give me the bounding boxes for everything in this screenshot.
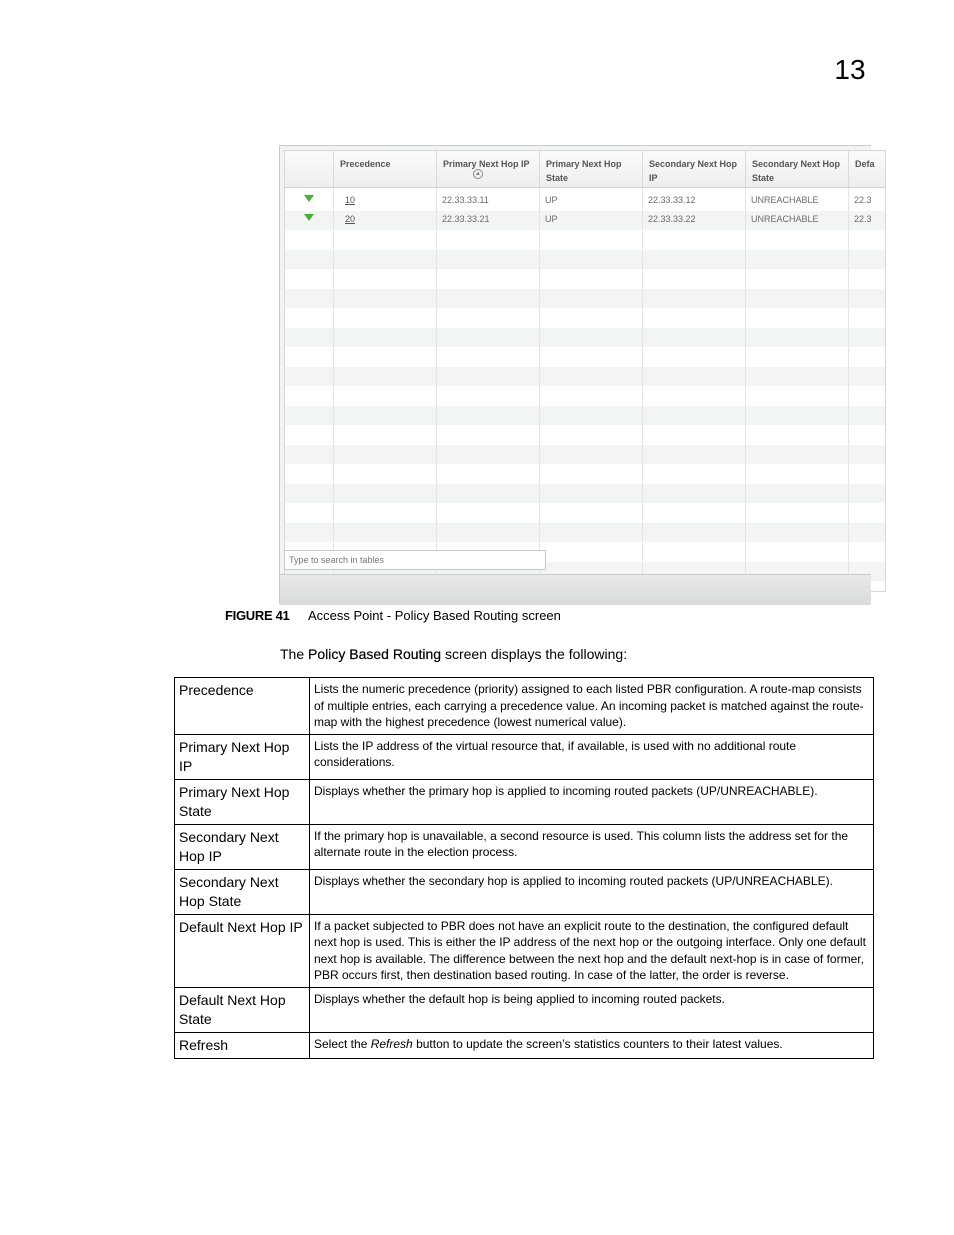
definition-cell	[310, 1032, 874, 1058]
primary-ip-cell: 22.33.33.21	[442, 214, 490, 224]
definition-cell: Lists the numeric precedence (priority) assigned to each listed PBR configuration. A route-map consists of multiple entries, each carrying a precedence value. An incoming packet is matched against the route-map with the highest precedence (lowest numerical value).	[310, 678, 874, 735]
column-label: Defa	[855, 159, 875, 169]
table-row	[175, 869, 874, 914]
term-cell: Primary Next Hop IP	[175, 734, 310, 779]
primary-ip-cell: 22.33.33.11	[442, 195, 489, 205]
intro-suffix: screen displays the following:	[441, 646, 628, 662]
default-ip-cell: 22.3	[854, 214, 872, 224]
column-label: Secondary Next Hop State	[752, 159, 841, 183]
table-row	[175, 734, 874, 779]
precedence-link[interactable]: 10	[345, 195, 356, 205]
precedence-link[interactable]: 20	[345, 214, 356, 224]
row-band	[285, 230, 885, 249]
definition-cell: Displays whether the primary hop is applied to incoming routed packets (UP/UNREACHABLE).	[310, 779, 874, 824]
row-band	[285, 406, 885, 425]
table-header	[285, 151, 885, 188]
term-cell: Refresh	[175, 1032, 310, 1058]
definition-cell: If a packet subjected to PBR does not have an explicit route to the destination, the configured default next hop is used. This is either the IP address of the next hop or the outgoing interface. Only one default next hop is available. The difference between the next hop and the default next-hop is in case of former, PBR occurs first, then destination based routing. In case of the latter, the order is reverse.	[310, 914, 874, 987]
sort-icon[interactable]: ▲	[473, 169, 483, 179]
row-band	[285, 386, 885, 405]
intro-screen-name: Policy Based Routing	[308, 646, 442, 662]
row-band	[285, 289, 885, 308]
figure-title: Access Point - Policy Based Routing screen	[308, 608, 561, 623]
intro-text	[280, 646, 627, 662]
primary-state-cell: UP	[545, 214, 558, 224]
row-band	[285, 367, 885, 386]
row-band	[285, 425, 885, 444]
definition-cell: Displays whether the secondary hop is applied to incoming routed packets (UP/UNREACHABLE).	[310, 869, 874, 914]
definition-cell: If the primary hop is unavailable, a second resource is used. This column lists the address set for the alternate route in the election process.	[310, 824, 874, 869]
row-band	[285, 250, 885, 269]
table-row	[175, 779, 874, 824]
column-label: Secondary Next Hop IP	[649, 159, 738, 183]
pbr-table	[284, 150, 886, 592]
primary-state-cell: UP	[545, 195, 558, 205]
table-row	[175, 987, 874, 1032]
column-header-default-ip[interactable]	[848, 151, 908, 187]
green-down-arrow-icon	[304, 214, 314, 221]
column-label: Primary Next Hop State	[546, 159, 622, 183]
figure-label: FIGURE 41	[225, 608, 290, 623]
table-row	[175, 914, 874, 987]
row-band	[285, 503, 885, 522]
row-band	[285, 328, 885, 347]
term-cell: Secondary Next Hop IP	[175, 824, 310, 869]
definition-text: button to update the screen’s statistics counters to their latest values.	[412, 1036, 783, 1051]
column-header-primary-ip[interactable]	[436, 151, 539, 187]
column-label: Primary Next Hop IP	[443, 159, 530, 169]
table-row	[175, 1032, 874, 1058]
table-row[interactable]	[285, 210, 885, 229]
term-cell: Primary Next Hop State	[175, 779, 310, 824]
secondary-state-cell: UNREACHABLE	[751, 195, 819, 205]
row-band	[285, 445, 885, 464]
term-cell: Precedence	[175, 678, 310, 735]
row-band	[285, 523, 885, 542]
term-cell: Default Next Hop State	[175, 987, 310, 1032]
column-header-secondary-ip[interactable]	[642, 151, 745, 187]
table-row[interactable]	[285, 191, 885, 210]
definition-cell: Lists the IP address of the virtual resource that, if available, is used with no additional route considerations.	[310, 734, 874, 779]
row-band	[285, 464, 885, 483]
definition-text: Select the	[314, 1036, 371, 1051]
term-cell: Secondary Next Hop State	[175, 869, 310, 914]
column-header-primary-state[interactable]	[539, 151, 642, 187]
definition-cell: Displays whether the default hop is being applied to incoming routed packets.	[310, 987, 874, 1032]
secondary-state-cell: UNREACHABLE	[751, 214, 819, 224]
column-header-secondary-state[interactable]	[745, 151, 848, 187]
definition-emphasis: Refresh	[370, 1036, 413, 1051]
row-band	[285, 308, 885, 327]
green-down-arrow-icon	[304, 195, 314, 202]
secondary-ip-cell: 22.33.33.12	[648, 195, 696, 205]
column-label: Precedence	[340, 159, 391, 169]
default-ip-cell: 22.3	[854, 195, 872, 205]
footer-bar	[280, 574, 871, 605]
row-band	[285, 484, 885, 503]
row-band	[285, 347, 885, 366]
table-search-input[interactable]: Type to search in tables	[284, 550, 546, 570]
pbr-screenshot	[279, 145, 875, 604]
row-band	[285, 269, 885, 288]
intro-prefix: The	[280, 646, 309, 662]
chapter-number: 13	[834, 54, 866, 85]
column-header-precedence[interactable]	[333, 151, 481, 187]
term-cell: Default Next Hop IP	[175, 914, 310, 987]
field-description-table	[174, 677, 874, 1059]
table-row	[175, 824, 874, 869]
table-row	[175, 678, 874, 735]
secondary-ip-cell: 22.33.33.22	[648, 214, 696, 224]
